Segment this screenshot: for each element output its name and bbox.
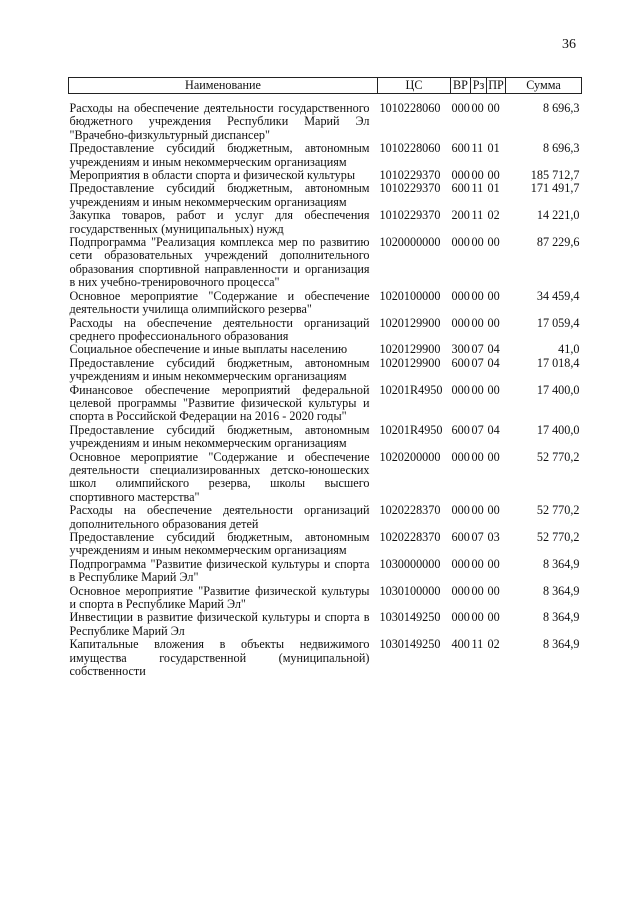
table-row [69,357,582,384]
vr-cell: 000 [451,610,470,625]
cs-cell: 1020000000 [379,235,441,250]
vr-cell: 000 [451,583,470,598]
table-row [69,638,582,678]
sum-cell: 52 770,2 [536,449,580,464]
table-header [69,78,582,94]
vr-cell: 600 [451,141,470,156]
rz-cell: 07 [471,355,484,370]
vr-cell: 000 [451,288,470,303]
cs-cell: 1020228370 [379,530,441,544]
sum-cell: 8 696,3 [542,101,580,115]
cs-cell: 10201R4950 [379,422,443,437]
pr-cell: 01 [487,141,500,156]
table-row [69,531,582,558]
vr-cell: 000 [451,556,470,571]
table-row [69,504,582,531]
table-row [69,451,582,505]
sum-cell: 34 459,4 [536,288,580,303]
header-vr: ВР [451,78,471,94]
pr-cell: 00 [487,610,500,625]
name-cell: Предоставление субсидий бюджетным, автономным учреждениям и иным некоммерческим организациям [69,141,370,169]
vr-cell: 000 [451,168,470,183]
name-cell: Подпрограмма "Реализация комплекса мер по развитию сети образовательных учреждений дополнительного образования спортивной направленности и организация в них учебно-тренировочного процесса" [69,235,370,290]
vr-cell: 200 [451,208,470,223]
rz-cell: 00 [471,610,484,625]
sum-cell: 87 229,6 [536,235,580,250]
sum-cell: 8 364,9 [542,583,580,598]
cs-cell: 1010228060 [379,101,441,115]
rz-cell: 07 [471,422,484,437]
rz-cell: 11 [471,637,484,652]
sum-cell: 52 770,2 [536,530,580,544]
table-row [69,384,582,424]
rz-cell: 00 [471,583,484,598]
vr-cell: 000 [451,382,470,397]
pr-cell: 03 [487,530,500,544]
rz-cell: 00 [471,101,484,115]
rz-cell: 11 [471,208,484,223]
table-row [69,182,582,209]
pr-cell: 00 [487,583,500,598]
table-row [69,169,582,182]
sum-cell: 17 400,0 [536,422,580,437]
pr-cell: 04 [487,342,500,357]
page-number: 36 [562,37,576,52]
pr-cell: 00 [487,556,500,571]
rz-cell: 00 [471,382,484,397]
name-cell: Капитальные вложения в объекты недвижимого имущества государственной (муниципальной) собственности [69,637,370,679]
cs-cell: 1010229370 [379,208,441,223]
pr-cell: 00 [487,101,500,115]
table-row [69,94,582,143]
cs-cell: 1020228370 [379,503,441,518]
pr-cell: 04 [487,422,500,437]
name-cell: Расходы на обеспечение деятельности государственного бюджетного учреждения Республики Марий Эл "Врачебно-физкультурный диспансер" [69,101,370,142]
rz-cell: 00 [471,168,484,183]
name-cell: Инвестиции в развитие физической культуры и спорта в Республике Марий Эл [69,610,370,638]
cs-cell: 1010229370 [379,168,441,183]
table-row [69,343,582,356]
header-sum: Сумма [506,78,582,94]
header-pr: ПР [488,78,504,93]
header-name: Наименование [69,78,378,94]
table-row [69,290,582,317]
cs-cell: 1020129900 [379,315,441,330]
sum-cell: 17 018,4 [536,355,580,370]
sum-cell: 14 221,0 [536,208,580,223]
vr-cell: 400 [451,637,470,652]
vr-cell: 000 [451,449,470,464]
cs-cell: 1020129900 [379,355,441,370]
pr-cell: 00 [487,503,500,518]
name-cell: Предоставление субсидий бюджетным, автономным учреждениям и иным некоммерческим организациям [69,530,370,558]
table-row [69,317,582,344]
sum-cell: 8 696,3 [542,141,580,156]
rz-cell: 07 [471,530,484,544]
vr-cell: 600 [451,355,470,370]
pr-cell: 00 [487,288,500,303]
name-cell: Основное мероприятие "Содержание и обеспечение деятельности специализированных детско-юношеских школ олимпийского резерва, школы высшего спортивного мастерства" [69,449,370,504]
sum-cell: 52 770,2 [536,503,580,518]
pr-cell: 00 [487,168,500,183]
name-cell: Мероприятия в области спорта и физической культуры [69,168,356,183]
table-row [69,209,582,236]
cs-cell: 1030149250 [379,610,441,625]
rz-cell: 07 [471,342,484,357]
sum-cell: 17 059,4 [536,315,580,330]
pr-cell: 02 [487,208,500,223]
rz-cell: 00 [471,235,484,250]
header-rz: Рз [471,78,487,94]
table-row [69,424,582,451]
table-row [69,611,582,638]
pr-cell: 00 [487,235,500,250]
vr-cell: 600 [451,530,470,544]
pr-cell: 00 [487,449,500,464]
vr-cell: 600 [451,422,470,437]
cs-cell: 1030000000 [379,556,441,571]
name-cell: Основное мероприятие "Содержание и обеспечение деятельности училища олимпийского резерва" [69,288,370,317]
sum-cell: 185 712,7 [530,168,580,183]
pr-cell: 00 [487,382,500,397]
table-body [69,94,582,679]
cs-cell: 1030149250 [379,637,441,652]
name-cell: Предоставление субсидий бюджетным, автономным учреждениям и иным некоммерческим организациям [69,181,370,209]
cs-cell: 1010228060 [379,141,441,156]
cs-cell: 1020200000 [379,449,441,464]
name-cell: Социальное обеспечение и иные выплаты населению [69,342,348,357]
header-cs: ЦС [378,78,451,94]
sum-cell: 8 364,9 [542,637,580,652]
name-cell: Расходы на обеспечение деятельности организаций дополнительного образования детей [69,503,370,531]
name-cell: Финансовое обеспечение мероприятий федеральной целевой программы "Развитие физической культуры и спорта в Российской Федерации на 2016 - 2020 годы" [69,382,370,424]
cs-cell: 1020100000 [379,288,441,303]
vr-cell: 000 [451,101,470,115]
rz-cell: 00 [471,315,484,330]
name-cell: Предоставление субсидий бюджетным, автономным учреждениям и иным некоммерческим организациям [69,422,370,451]
pr-cell: 04 [487,355,500,370]
vr-cell: 300 [451,342,470,357]
cs-cell: 10201R4950 [379,382,443,397]
rz-cell: 00 [471,556,484,571]
sum-cell: 41,0 [558,342,580,357]
table-row [69,585,582,612]
vr-cell: 600 [451,181,470,196]
cs-cell: 1020129900 [379,342,441,357]
rz-cell: 00 [471,288,484,303]
table-row [69,142,582,169]
vr-cell: 000 [451,235,470,250]
rz-cell: 11 [471,181,484,196]
budget-table [68,77,582,678]
name-cell: Закупка товаров, работ и услуг для обеспечения государственных (муниципальных) нужд [69,208,370,236]
vr-cell: 000 [451,315,470,330]
sum-cell: 8 364,9 [542,610,580,625]
pr-cell: 02 [487,637,500,652]
name-cell: Предоставление субсидий бюджетным, автономным учреждениям и иным некоммерческим организациям [69,355,370,384]
rz-cell: 11 [471,141,484,156]
name-cell: Подпрограмма "Развитие физической культуры и спорта в Республике Марий Эл" [69,556,370,585]
table-row [69,558,582,585]
sum-cell: 17 400,0 [536,382,580,397]
cs-cell: 1030100000 [379,583,441,598]
rz-cell: 00 [471,503,484,518]
rz-cell: 00 [471,449,484,464]
cs-cell: 1010229370 [379,181,441,196]
vr-cell: 000 [451,503,470,518]
pr-cell: 01 [487,181,500,196]
table-row [69,236,582,290]
sum-cell: 8 364,9 [542,556,580,571]
pr-cell: 00 [487,315,500,330]
name-cell: Основное мероприятие "Развитие физической культуры и спорта в Республике Марий Эл" [69,583,370,612]
name-cell: Расходы на обеспечение деятельности организаций среднего профессионального образования [69,315,370,343]
sum-cell: 171 491,7 [530,181,580,196]
